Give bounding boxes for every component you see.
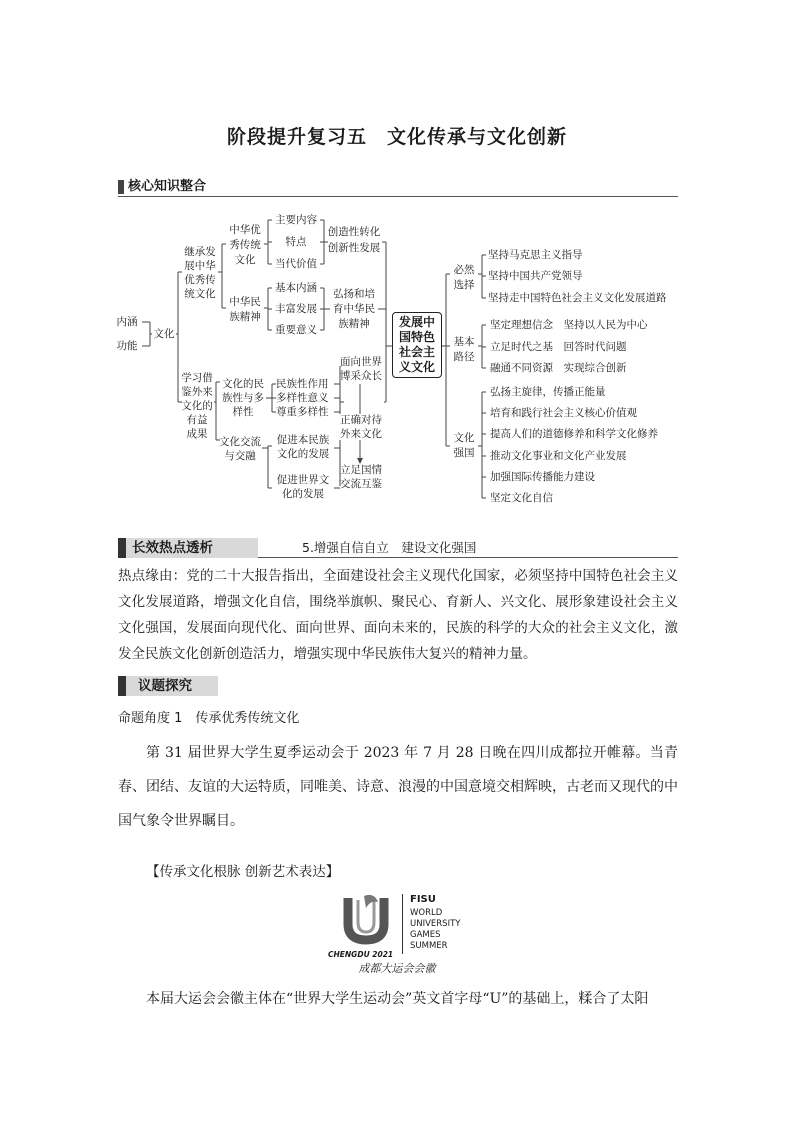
mindmap-item: 提高人们的道德修养和科学文化修养 bbox=[490, 428, 658, 440]
topic-heading: 5.增强自信自立 建设文化强国 bbox=[302, 540, 477, 555]
mindmap-item: 创新性发展 bbox=[327, 242, 381, 254]
page-title: 阶段提升复习五 文化传承与文化创新 bbox=[226, 126, 567, 148]
mindmap-item: 民族性作用 bbox=[276, 378, 329, 390]
mindmap-item: 融通不同资源 实现综合创新 bbox=[490, 362, 627, 374]
mindmap-item: 立足时代之基 回答时代问题 bbox=[490, 341, 627, 353]
mindmap-culture: 文化 bbox=[153, 328, 175, 340]
section-mark bbox=[118, 676, 126, 696]
hot-topic-paragraph: 热点缘由：党的二十大报告指出，全面建设社会主义现代化国家，必须坚持中国特色社会主义文化发展道路，增强文化自信，围绕举旗帜、聚民心、育新人、兴文化、展形象建设社会主义文化强国，发展面向现代化、面向世界、面向未来的，民族的科学的大众的社会主义文化，激发全民族文化创新创造活力，增强实现中华民族伟大复兴的精神力量。 bbox=[118, 568, 678, 662]
mindmap-root-1: 内涵 bbox=[116, 316, 138, 328]
mindmap-item: 特点 bbox=[285, 236, 307, 248]
mindmap-node-treat: 正确对待 外来文化 bbox=[336, 414, 386, 440]
mindmap-branch-learn: 学习借 鉴外来 文化的 有益 成果 bbox=[181, 372, 213, 440]
logo-caption: 成都大运会会徽 bbox=[358, 962, 436, 975]
mindmap-node-traditional: 中华优 秀传统 文化 bbox=[229, 224, 261, 266]
mindmap-item: 创造性转化 bbox=[327, 226, 381, 238]
body-paragraph-1: 第 31 届世界大学生夏季运动会于 2023 年 7 月 28 日晚在四川成都拉开帷幕。当青春、团结、友谊的大运特质，同唯美、诗意、浪漫的中国意境交相辉映，古老而又现代的中国气象令世界瞩目。 bbox=[118, 745, 678, 829]
section-mark bbox=[118, 538, 126, 558]
mindmap-root-2: 功能 bbox=[116, 340, 138, 352]
mindmap-item: 推动文化事业和文化产业发展 bbox=[490, 450, 627, 462]
mindmap-item: 坚持走中国特色社会主义文化发展道路 bbox=[488, 292, 667, 304]
mindmap-center-box: 发展中 国特色 社会主 义文化 bbox=[392, 312, 442, 378]
mindmap-node-promote-world: 促进世界文 化的发展 bbox=[276, 474, 330, 500]
mindmap-item: 重要意义 bbox=[275, 324, 317, 336]
logo-fisu: FISU bbox=[410, 894, 436, 905]
mindmap-node-base: 立足国情 交流互鉴 bbox=[340, 464, 382, 490]
mindmap-item: 丰富发展 bbox=[275, 303, 317, 315]
mindmap-node-exchange: 文化交流 与交融 bbox=[219, 436, 261, 462]
section-label: 核心知识整合 bbox=[128, 179, 207, 194]
mindmap-item: 多样性意义 bbox=[276, 392, 329, 404]
section-label: 长效热点透析 bbox=[132, 540, 213, 556]
mindmap-item: 加强国际传播能力建设 bbox=[490, 471, 595, 483]
mindmap-node-choice: 必然 选择 bbox=[453, 264, 475, 291]
mindmap-item: 弘扬主旋律，传播正能量 bbox=[490, 386, 606, 398]
mindmap-item: 尊重多样性 bbox=[276, 406, 329, 418]
logo-divider bbox=[402, 894, 403, 954]
mindmap-item: 当代价值 bbox=[275, 258, 317, 270]
mindmap-item: 坚定文化自信 bbox=[490, 492, 553, 504]
mindmap-node-power: 文化 强国 bbox=[453, 432, 475, 459]
mindmap-item: 基本内涵 bbox=[275, 282, 317, 294]
mindmap-item: 坚持马克思主义指导 bbox=[488, 249, 583, 261]
bracket-heading: 【传承文化根脉 创新艺术表达】 bbox=[146, 864, 340, 880]
mindmap-node-promote-self: 促进本民族 文化的发展 bbox=[276, 434, 330, 460]
mindmap-node-spirit: 中华民 族精神 bbox=[229, 296, 261, 323]
section-header-explore bbox=[118, 676, 218, 696]
universiade-emblem-icon bbox=[334, 892, 406, 948]
logo-city: CHENGDU 2021 bbox=[328, 950, 394, 959]
mindmap-item: 培育和践行社会主义核心价值观 bbox=[490, 407, 637, 419]
mindmap-branch-inherit: 继承发 展中华 优秀传 统文化 bbox=[184, 246, 216, 300]
mindmap-node-path: 基本 路径 bbox=[453, 336, 475, 363]
section-label: 议题探究 bbox=[138, 678, 192, 694]
mindmap-node-open: 面向世界 博采众长 bbox=[340, 356, 382, 382]
mindmap-item: 坚定理想信念 坚持以人民为中心 bbox=[490, 319, 648, 331]
mindmap-item: 坚持中国共产党领导 bbox=[488, 270, 583, 282]
mindmap-node-spirit-result: 弘扬和培 育中华民 族精神 bbox=[333, 288, 375, 330]
mindmap-item: 主要内容 bbox=[275, 214, 317, 226]
logo-text: WORLD UNIVERSITY GAMES SUMMER bbox=[410, 908, 461, 951]
mindmap-node-diversity: 文化的民 族性与多 样性 bbox=[222, 378, 264, 418]
section-rule bbox=[258, 557, 678, 558]
body-paragraph-2: 本届大运会会徽主体在“世界大学生运动会”英文首字母“U”的基础上，糅合了太阳 bbox=[146, 991, 649, 1007]
section-header-hot bbox=[118, 538, 258, 558]
angle-heading: 命题角度 1 传承优秀传统文化 bbox=[118, 711, 300, 726]
